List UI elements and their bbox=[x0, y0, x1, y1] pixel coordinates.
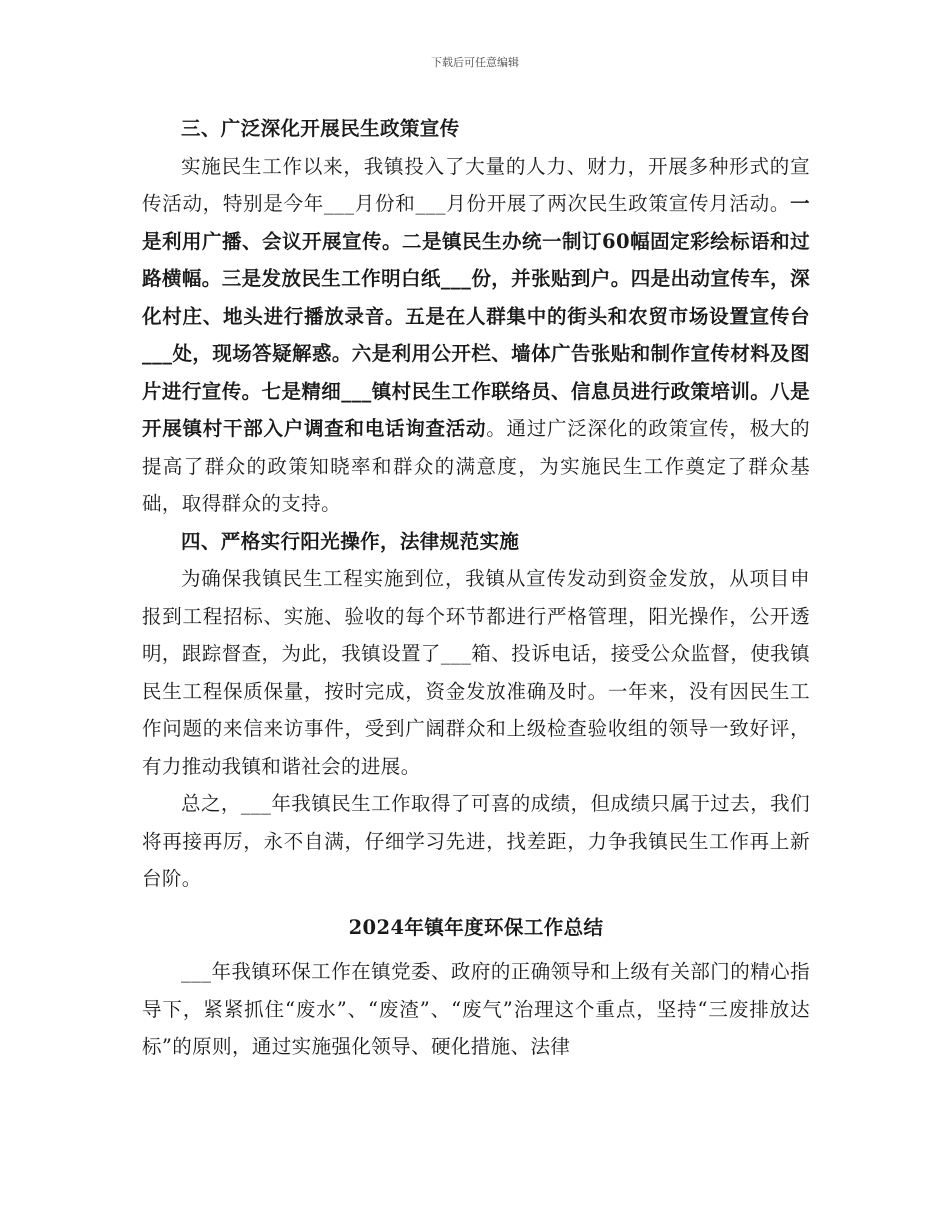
document-title: 2024年镇年度环保工作总结 bbox=[348, 915, 604, 939]
paragraph-conclusion: 总之，___年我镇民生工作取得了可喜的成绩，但成绩只属于过去，我们将再接再厉，永不自满，仔细学习先进，找差距，力争我镇民生工作再上新台阶。 bbox=[142, 792, 810, 890]
document-body bbox=[142, 110, 810, 1066]
paragraph-environment: ___年我镇环保工作在镇党委、政府的正确领导和上级有关部门的精心指导下，紧紧抓住“废水”、“废渣”、“废气”治理这个重点，坚持“三废排放达标”的原则，通过实施强化领导、硬化措施、法律 bbox=[142, 960, 810, 1058]
section-heading-4: 四、严格实行阳光操作，法律规范实施 bbox=[181, 529, 520, 553]
page-header: 下载后可任意编辑 bbox=[431, 56, 519, 69]
bold-text: 一是利用广播、会议开展宣传。二是镇民生办统一制订60幅固定彩绘标语和过路横幅。三是发放民生工作明白纸___份，并张贴到户。四是出动宣传车，深化村庄、地头进行播放录音。五是在人群集中的街头和农贸市场设置宣传台___处，现场答疑解惑。六是利用公开栏、墙体广告张贴和制作宣传材料及图片进行宣传。七是精细___镇村民生工作联络员、信息员进行政策培训。八是开展镇村干部入户调查和电话询查活动 bbox=[142, 192, 810, 440]
paragraph-publicity bbox=[142, 148, 810, 523]
paragraph-text: 实施民生工作以来，我镇投入了大量的人力、财力，开展多种形式的宣传活动，特别是今年___月份和___月份开展了两次民生政策宣传月活动。 bbox=[142, 154, 810, 215]
section-heading-3: 三、广泛深化开展民生政策宣传 bbox=[181, 117, 460, 140]
paragraph-text: 。通过广泛深化的政策宣传，极大的提高了群众的政策知晓率和群众的满意度，为实施民生工作奠定了群众基础，取得群众的支持。 bbox=[142, 417, 810, 515]
paragraph-transparency: 为确保我镇民生工程实施到位，我镇从宣传发动到资金发放，从项目申报到工程招标、实施、验收的每个环节都进行严格管理，阳光操作，公开透明，跟踪督查，为此，我镇设置了___箱、投诉电话，接受公众监督，使我镇民生工程保质保量，按时完成，资金发放准确及时。一年来，没有因民生工作问题的来信来访事件，受到广阔群众和上级检查验收组的领导一致好评，有力推动我镇和谐社会的进展。 bbox=[142, 567, 810, 778]
